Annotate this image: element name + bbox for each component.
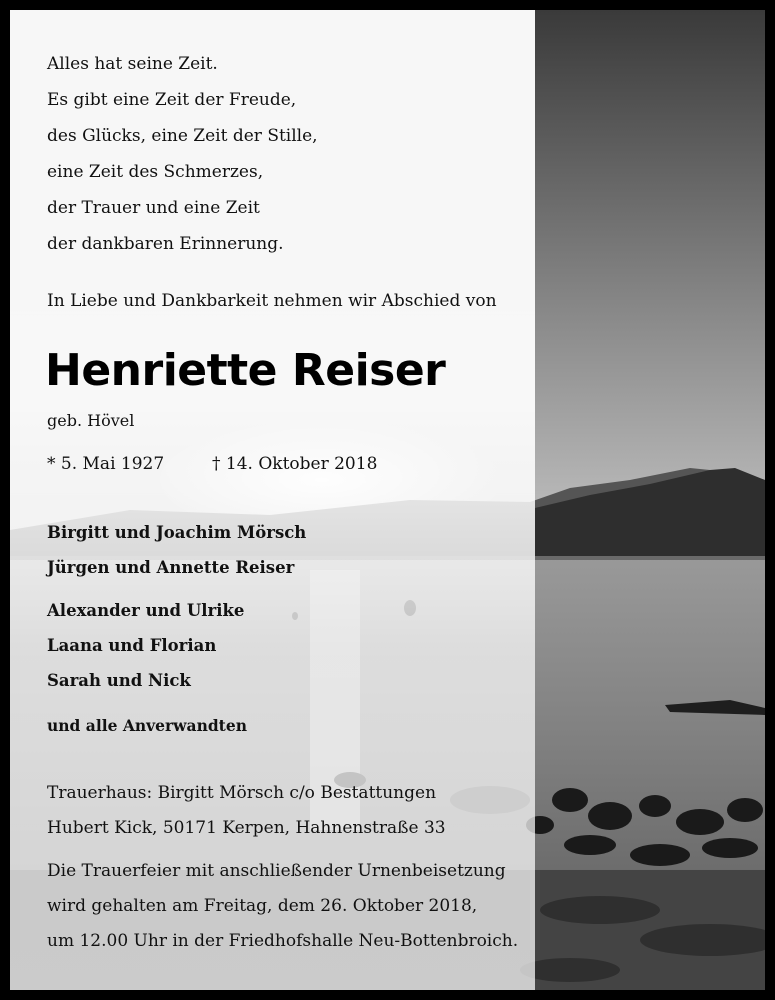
relatives-line: und alle Anverwandten xyxy=(47,716,247,735)
mourning-house-line: Trauerhaus: Birgitt Mörsch c/o Bestattungen xyxy=(47,783,437,803)
family-member: Jürgen und Annette Reiser xyxy=(47,558,295,577)
service-info-line: um 12.00 Uhr in der Friedhofshalle Neu-Bottenbroich. xyxy=(47,931,519,951)
death-date: † 14. Oktober 2018 xyxy=(212,454,378,474)
maiden-name: geb. Hövel xyxy=(47,411,135,430)
poem-line: Es gibt eine Zeit der Freude, xyxy=(47,90,297,110)
birth-date: * 5. Mai 1927 xyxy=(47,454,165,474)
family-member: Sarah und Nick xyxy=(47,671,191,690)
service-info-line: Die Trauerfeier mit anschließender Urnenbeisetzung xyxy=(47,861,506,881)
family-member: Alexander und Ulrike xyxy=(47,601,245,620)
poem-line: Alles hat seine Zeit. xyxy=(47,54,218,74)
mourning-house-line: Hubert Kick, 50171 Kerpen, Hahnenstraße 33 xyxy=(47,818,446,838)
life-dates xyxy=(47,454,377,474)
service-info-line: wird gehalten am Freitag, dem 26. Oktober 2018, xyxy=(47,896,478,916)
poem-line: der Trauer und eine Zeit xyxy=(47,198,260,218)
family-member: Laana und Florian xyxy=(47,636,217,655)
farewell-intro: In Liebe und Dankbarkeit nehmen wir Abschied von xyxy=(47,291,497,311)
poem xyxy=(47,46,318,262)
poem-line: des Glücks, eine Zeit der Stille, xyxy=(47,126,318,146)
poem-line: der dankbaren Erinnerung. xyxy=(47,234,284,254)
family-member: Birgitt und Joachim Mörsch xyxy=(47,523,307,542)
deceased-name: Henriette Reiser xyxy=(45,345,446,396)
poem-line: eine Zeit des Schmerzes, xyxy=(47,162,264,182)
